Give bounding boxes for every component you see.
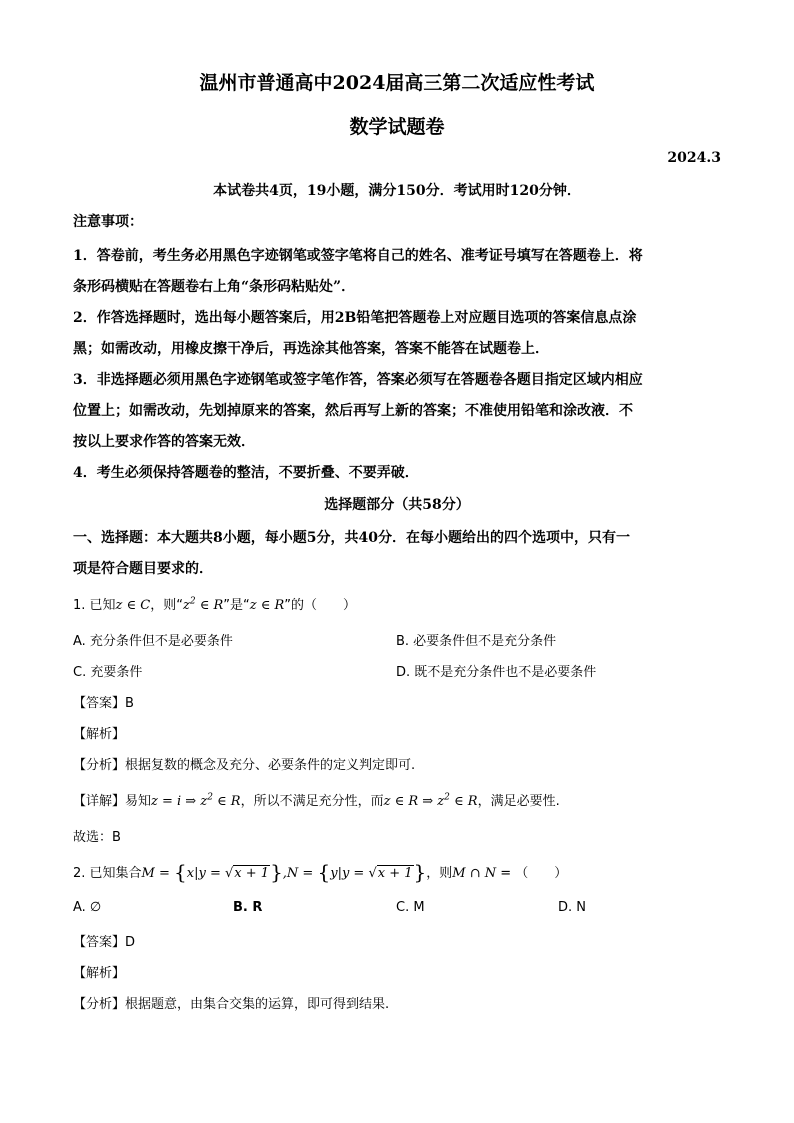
notice-line: 2．作答选择题时，选出每小题答案后，用2B铅笔把答题卷上对应题目选项的答案信息点涂	[73, 310, 637, 326]
question-2-stem: 2. 已知集合M = {x|y = √x + 1},N = {y|y = √x + 1}，则M ∩ N = （ ）	[73, 860, 568, 884]
exam-title: 温州市普通高中2024届高三第二次适应性考试	[199, 72, 595, 94]
section-title: 选择题部分（共58分）	[324, 497, 470, 513]
notice-line: 条形码横贴在答题卷右上角“条形码粘贴处”．	[73, 279, 356, 295]
notice-line: 3．非选择题必须用黑色字迹钢笔或签字笔作答，答案必须写在答题卷各题目指定区域内相应	[73, 372, 643, 388]
notice-heading: 注意事项：	[73, 214, 143, 230]
question-1-option-d: D. 既不是充分条件也不是必要条件	[396, 665, 597, 680]
notice-line: 按以上要求作答的答案无效．	[73, 434, 255, 450]
question-2-fenxi: 【分析】根据题意，由集合交集的运算，即可得到结果.	[73, 997, 390, 1012]
notice-line: 1．答卷前，考生务必用黑色字迹钢笔或签字笔将自己的姓名、准考证号填写在答题卷上．将	[73, 248, 643, 264]
exam-date: 2024.3	[667, 150, 721, 166]
question-1-answer: 【答案】B	[73, 696, 134, 711]
section-intro-line: 一、选择题：本大题共8小题，每小题5分，共40分．在每小题给出的四个选项中，只有一	[73, 530, 630, 546]
question-2-analysis-label: 【解析】	[73, 966, 126, 981]
question-2-option-d: D. N	[558, 900, 586, 915]
math-expr: z = i ⇒ $z^2$ ∈ R	[151, 792, 241, 809]
math-expr: M ∩ N	[452, 866, 497, 881]
question-1-analysis-label: 【解析】	[73, 727, 126, 742]
notice-line: 位置上；如需改动，先划掉原来的答案，然后再写上新的答案；不准使用铅笔和涂改液．不	[73, 403, 633, 419]
exam-subtitle: 数学试题卷	[349, 116, 445, 138]
math-expr: $z^2$ ∈ R	[182, 596, 224, 613]
math-expr: M = {x|y = √x + 1},N = {y|y = √x + 1}	[141, 860, 427, 884]
notice-line: 4．考生必须保持答题卷的整洁，不要折叠、不要弄破．	[73, 465, 419, 481]
question-2-option-b: B. R	[233, 900, 263, 915]
question-1-detail: 【详解】易知z = i ⇒ $z^2$ ∈ R，所以不满足充分性，而z ∈ R ⇒ $z^2$ ∈ R，满足必要性.	[73, 792, 560, 809]
math-expr: z ∈ C	[115, 598, 151, 613]
section-intro-line: 项是符合题目要求的．	[73, 561, 213, 577]
question-1-fenxi: 【分析】根据复数的概念及充分、必要条件的定义判定即可.	[73, 758, 416, 773]
question-1-option-a: A. 充分条件但不是必要条件	[73, 634, 233, 649]
exam-intro: 本试卷共4页，19小题，满分150分．考试用时120分钟．	[213, 183, 581, 199]
notice-line: 黑；如需改动，用橡皮擦干净后，再选涂其他答案，答案不能答在试题卷上．	[73, 341, 549, 357]
math-expr: z ∈ R	[249, 598, 285, 613]
question-1-stem: 1. 已知z ∈ C，则“$z^2$ ∈ R”是“z ∈ R”的（ ）	[73, 596, 357, 613]
question-1-choice: 故选：B	[73, 830, 121, 845]
question-1-option-c: C. 充要条件	[73, 665, 143, 680]
question-1-option-b: B. 必要条件但不是充分条件	[396, 634, 557, 649]
question-2-option-a: A. ∅	[73, 900, 102, 915]
question-2-option-c: C. M	[396, 900, 425, 915]
math-expr: z ∈ R ⇒ $z^2$ ∈ R	[383, 792, 478, 809]
question-2-answer: 【答案】D	[73, 935, 136, 950]
